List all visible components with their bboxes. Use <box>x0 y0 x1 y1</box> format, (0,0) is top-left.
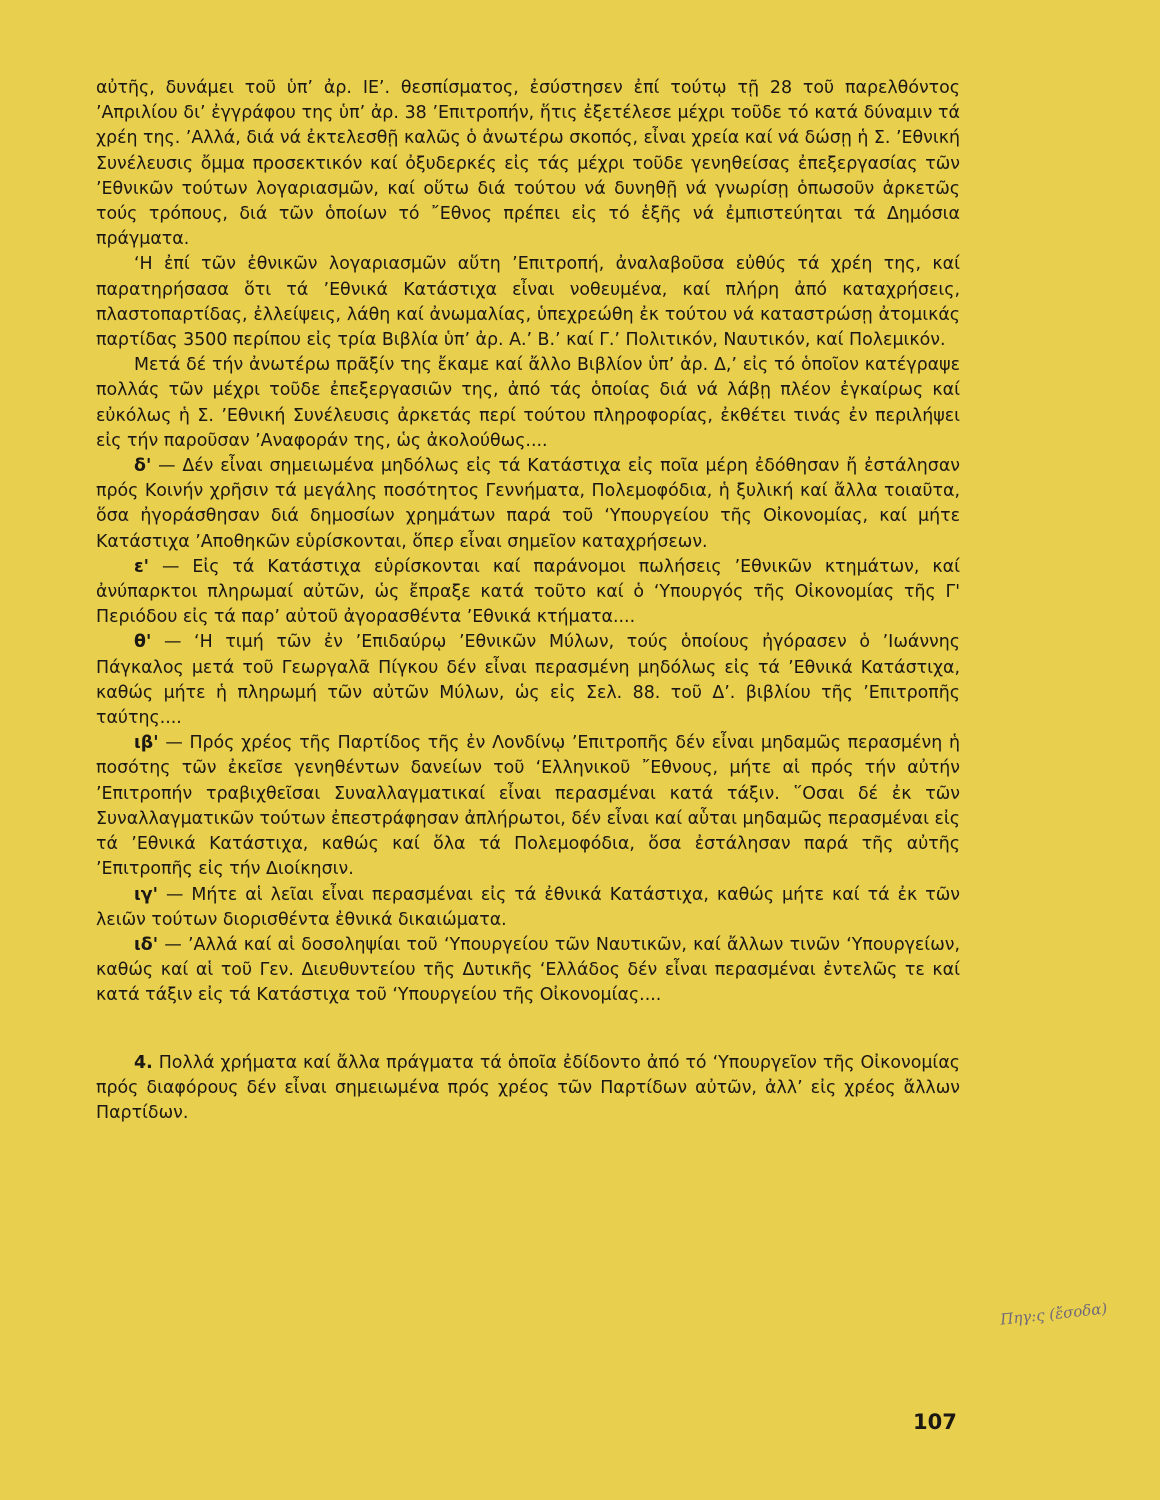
list-item <box>96 454 960 555</box>
item-text: — Δέν εἶναι σημειωμένα μηδόλως εἰς τά Κατάστιχα εἰς ποῖα μέρη ἐδόθησαν ἤ ἐστάλησαν πρός Κοινήν χρῆσιν τά μεγάλης ποσότητος Γεννήματα, Πολεμοφόδια, ἡ ξυλική καί ἄλλα τοιαῦτα, ὅσα ἠγοράσθησαν διά δημοσίων χρημάτων παρά τοῦ ‘Υπουργείου τῆς Οἰκονομίας, καί μήτε Κατάστιχα ’Αποθηκῶν εὑρίσκονται, ὅπερ εἶναι σημεῖον καταχρήσεων. <box>96 456 960 552</box>
section-number: 4. <box>134 1052 153 1073</box>
item-label: ιγ' <box>134 884 158 905</box>
list-item <box>96 630 960 731</box>
section-text: Πολλά χρήματα καί ἄλλα πράγματα τά ὁποῖα ἐδίδοντο ἀπό τό ‘Υπουργεῖον τῆς Οἰκονομίας πρός διαφόρους δέν εἶναι σημειωμένα πρός χρέος τῶν Παρτίδων αὐτῶν, ἀλλ’ εἰς χρέος ἄλλων Παρτίδων. <box>96 1052 960 1123</box>
item-text: — ‘Η τιμή τῶν ἐν ’Επιδαύρῳ ’Εθνικῶν Μύλων, τούς ὁποίους ἠγόρασεν ὁ ’Ιωάννης Πάγκαλος μετά τοῦ Γεωργαλᾶ Πίγκου δέν εἶναι περασμένη μηδόλως εἰς τά ’Εθνικά Κατάστιχα, καθώς μήτε ἡ πληρωμή τῶν αὐτῶν Μύλων, ὡς εἰς Σελ. 88. τοῦ Δ’. βιβλίου τῆς ’Επιτροπῆς ταύτης.... <box>96 632 960 729</box>
item-text: — Πρός χρέος τῆς Παρτίδος τῆς ἐν Λονδίνῳ ’Επιτροπῆς δέν εἶναι μηδαμῶς περασμένη ἡ ποσότης τῶν ἐκεῖσε γενηθέντων δανείων τοῦ ‘Ελληνικοῦ ῎Εθνους, μήτε αἱ πρός τήν αὐτήν ’Επιτροπήν τραβιχθεῖσαι Συναλλαγματικαί εἶναι περασμέναι κατά τάξιν. ῞Οσαι δέ ἐκ τῶν Συναλλαγματικῶν τούτων ἐπεστράφησαν ἀπλήρωτοι, δέν εἶναι καί αὗται μηδαμῶς περασμέναι εἰς τά ’Εθνικά Κατάστιχα, καθώς καί ὅλα τά Πολεμοφόδια, ὅσα ἐστάλησαν παρά τῆς αὐτῆς ’Επιτροπῆς εἰς τήν Διοίκησιν. <box>96 733 961 880</box>
list-item <box>96 731 960 882</box>
item-text: — ’Αλλά καί αἱ δοσοληψίαι τοῦ ‘Υπουργείου τῶν Ναυτικῶν, καί ἄλλων τινῶν ‘Υπουργείων, καθώς καί αἱ τοῦ Γεν. Διευθυντείου τῆς Δυτικῆς ‘Ελλάδος δέν εἶναι περασμέναι ἐντελῶς τε καί κατά τάξιν εἰς τά Κατάστιχα τοῦ ‘Υπουργείου τῆς Οἰκονομίας.... <box>96 934 960 1006</box>
list-item <box>96 555 960 631</box>
intro-paragraph-3: Μετά δέ τήν ἀνωτέρω πρᾶξίν της ἔκαμε καί ἄλλο Βιβλίον ὑπ’ ἀρ. Δ,’ εἰς τό ὁποῖον κατέγραψε πολλάς τῶν μέχρι τοῦδε ἐπεξεργασιῶν της, ἀπό τάς ὁποίας διά νά λάβῃ πλέον ἐγκαίρως καί εὐκόλως ἡ Σ. ’Εθνική Συνέλευσις ἀρκετάς περί τούτου πληροφορίας, ἐκθέτει τινάς ἐν περιλήψει εἰς τήν παροῦσαν ’Αναφοράν της, ὡς ἀκολούθως.... <box>96 355 960 451</box>
intro-paragraph-1: αὐτῆς, δυνάμει τοῦ ὑπ’ ἀρ. ΙΕ’. θεσπίσματος, ἐσύστησεν ἐπί τούτῳ τῇ 28 τοῦ παρελθόντος ’Απριλίου δι’ ἐγγράφου της ὑπ’ ἀρ. 38 ’Επιτροπήν, ἥτις ἐξετέλεσε μέχρι τοῦδε τό κατά δύναμιν τά χρέη της. ’Αλλά, διά νά ἐκτελεσθῇ καλῶς ὁ ἀνωτέρω σκοπός, εἶναι χρεία καί νά δώσῃ ἡ Σ. ’Εθνική Συνέλευσις ὄμμα προσεκτικόν καί ὀξυδερκές εἰς τάς μέχρι τοῦδε γενηθείσας ἐπεξεργασίας τῶν ’Εθνικῶν τούτων λογαριασμῶν, καί οὕτω διά τούτου νά δυνηθῇ νά γνωρίσῃ ὁπωσοῦν ἀρκετῶς τούς τρόπους, διά τῶν ὁποίων τό ῎Εθνος πρέπει εἰς τό ἑξῆς νά ἐμπιστεύηται τά Δημόσια πράγματα. <box>96 78 960 250</box>
handwritten-margin-note: Πηγ:ς (ἔσοδα) <box>999 1299 1109 1329</box>
item-label: ιβ' <box>134 733 159 754</box>
item-text: — Εἰς τά Κατάστιχα εὑρίσκονται καί παράνομοι πωλήσεις ’Εθνικῶν κτημάτων, καί ἀνύπαρκτοι πληρωμαί αὐτῶν, ὡς ἔπραξε κατά τοῦτο καί ὁ ‘Υπουργός τῆς Οἰκονομίας τῆς Γ' Περιόδου εἰς τά παρ’ αὐτοῦ ἀγορασθέντα ’Εθνικά κτήματα.... <box>96 556 960 628</box>
list-item <box>96 883 960 933</box>
intro-paragraph-2: ‘Η ἐπί τῶν ἐθνικῶν λογαριασμῶν αὕτη ’Επιτροπή, ἀναλαβοῦσα εὐθύς τά χρέη της, καί παρατηρήσασα ὅτι τά ’Εθνικά Κατάστιχα εἶναι νοθευμένα, καί πλήρη ἀπό καταχρήσεις, πλαστοπαρτίδας, ἐλλείψεις, λάθη καί ἀνωμαλίας, ὑπεχρεώθη ἐκ τούτου νά καταστρώσῃ ἀτομικάς παρτίδας 3500 περίπου εἰς τρία Βιβλία ὑπ’ ἀρ. Α.’ Β.’ καί Γ.’ Πολιτικόν, Ναυτικόν, καί Πολεμικόν. <box>96 254 960 351</box>
item-text: — Μήτε αἱ λεῖαι εἶναι περασμέναι εἰς τά ἐθνικά Κατάστιχα, καθώς μήτε καί τά ἐκ τῶν λειῶν τούτων διορισθέντα ἐθνικά δικαιώματα. <box>96 884 960 930</box>
item-label: ιδ' <box>134 934 159 955</box>
page-body <box>96 76 960 1126</box>
item-label: ε' <box>134 556 150 577</box>
page-number: 107 <box>913 1410 957 1434</box>
item-label: θ' <box>134 632 152 653</box>
item-label: δ' <box>134 456 152 477</box>
section-4 <box>96 1051 960 1127</box>
list-item <box>96 933 960 1009</box>
